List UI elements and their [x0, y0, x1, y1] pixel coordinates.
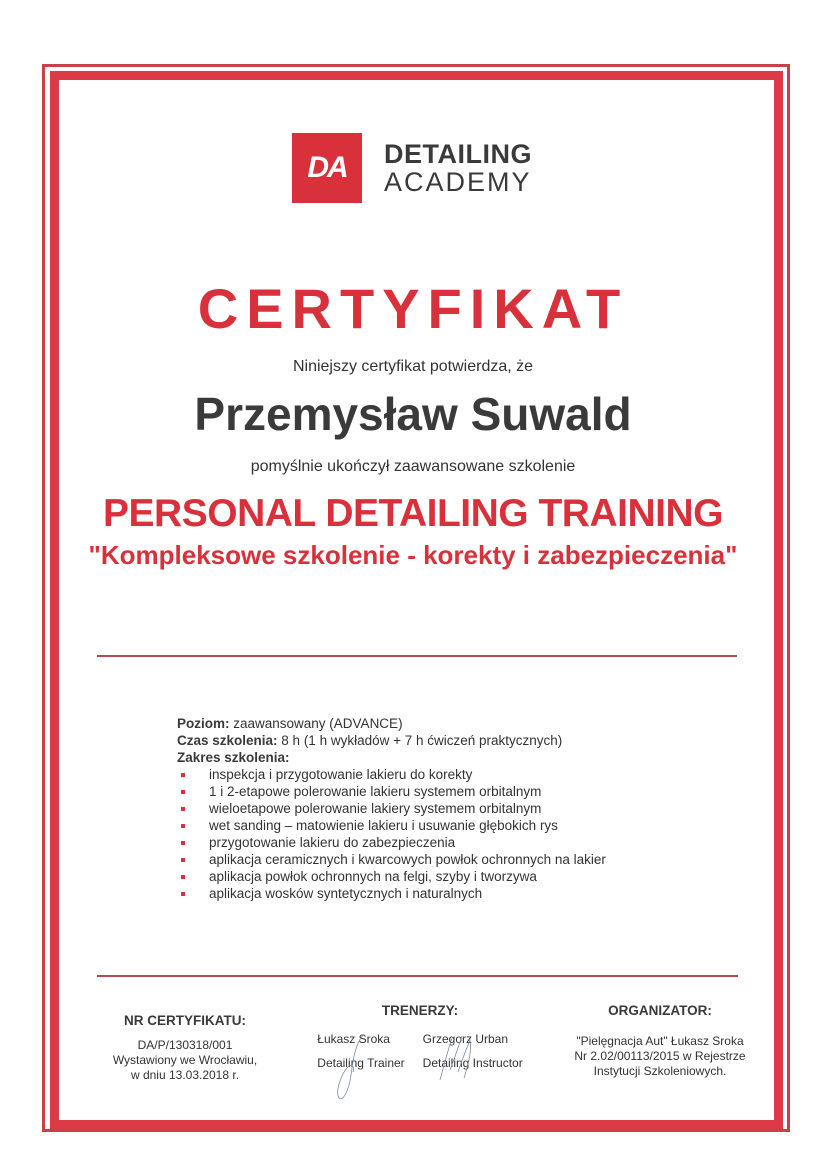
- organizer-heading: ORGANIZATOR:: [608, 1003, 712, 1018]
- trainers-heading: TRENERZY:: [381, 1003, 459, 1018]
- list-item: aplikacja powłok ochronnych na felgi, szyby i tworzywa: [177, 868, 606, 885]
- issued-date: w dniu 13.03.2018 r.: [130, 1068, 240, 1082]
- certificate-inner-border: [50, 71, 783, 1129]
- bullet-icon: [181, 824, 185, 828]
- bullet-icon: [181, 841, 185, 845]
- duration-row: [177, 732, 606, 749]
- trainer-2-name: Grzegorz Urban: [422, 1032, 509, 1046]
- organizer-block: [560, 1003, 760, 1079]
- bullet-icon: [181, 892, 185, 896]
- trainer-1-role: Detailing Trainer: [317, 1056, 405, 1070]
- bullet-icon: [181, 858, 185, 862]
- scope-label: Zakres szkolenia:: [177, 750, 290, 765]
- training-details: [177, 715, 606, 902]
- list-item: inspekcja i przygotowanie lakieru do korekty: [177, 766, 606, 783]
- duration-value: 8 h (1 h wykładów + 7 h ćwiczeń praktycznych): [277, 733, 563, 748]
- bullet-icon: [181, 807, 185, 811]
- da-logo-icon: DA: [292, 133, 362, 203]
- intro-text: Niniejszy certyfikat potwierdza, że: [292, 358, 534, 375]
- bullet-icon: [181, 773, 185, 777]
- certificate-title: CERTYFIKAT: [197, 277, 629, 340]
- logo-line-1: DETAILING: [384, 138, 532, 169]
- logo-wordmark: [384, 138, 532, 197]
- scope-list: [177, 766, 606, 902]
- divider-bottom: [97, 975, 738, 977]
- list-item: aplikacja wosków syntetycznych i naturalnych: [177, 885, 606, 902]
- course-name: PERSONAL DETAILING TRAINING: [103, 492, 723, 535]
- course-subtitle: "Kompleksowe szkolenie - korekty i zabezpieczenia": [88, 540, 738, 570]
- bullet-icon: [181, 790, 185, 794]
- scope-row: [177, 749, 606, 766]
- completion-text: pomyślnie ukończył zaawansowane szkolenie: [250, 458, 576, 475]
- list-item: wet sanding – matowienie lakieru i usuwanie głębokich rys: [177, 817, 606, 834]
- signature-2-icon: [432, 1030, 482, 1090]
- issued-place: Wystawiony we Wrocławiu,: [112, 1053, 258, 1067]
- bullet-icon: [181, 875, 185, 879]
- list-item: przygotowanie lakieru do zabezpieczenia: [177, 834, 606, 851]
- duration-label: Czas szkolenia:: [177, 733, 278, 748]
- divider-top: [97, 655, 737, 657]
- cert-number-block: [90, 1013, 280, 1083]
- detailing-academy-logo: [292, 133, 532, 203]
- organizer-line-3: Instytucji Szkoleniowych.: [593, 1064, 727, 1078]
- organizer-line-2: Nr 2.02/00113/2015 w Rejestrze: [574, 1049, 746, 1063]
- organizer-line-1: "Pielęgnacja Aut" Łukasz Sroka: [576, 1034, 744, 1048]
- level-label: Poziom:: [177, 716, 230, 731]
- level-value: zaawansowany (ADVANCE): [229, 716, 403, 731]
- trainer-1-name: Łukasz Sroka: [317, 1032, 390, 1046]
- logo-line-2: ACADEMY: [384, 166, 532, 197]
- recipient-name: Przemysław Suwald: [194, 388, 632, 440]
- signature-1-icon: [325, 1030, 375, 1105]
- list-item: 1 i 2-etapowe polerowanie lakieru systemem orbitalnym: [177, 783, 606, 800]
- trainer-2-role: Detailing Instructor: [422, 1056, 523, 1070]
- cert-number-heading: NR CERTYFIKATU:: [124, 1013, 246, 1028]
- level-row: [177, 715, 606, 732]
- list-item: wieloetapowe polerowanie lakiery systemem orbitalnym: [177, 800, 606, 817]
- list-item: aplikacja ceramicznych i kwarcowych powłok ochronnych na lakier: [177, 851, 606, 868]
- cert-number: DA/P/130318/001: [137, 1038, 233, 1052]
